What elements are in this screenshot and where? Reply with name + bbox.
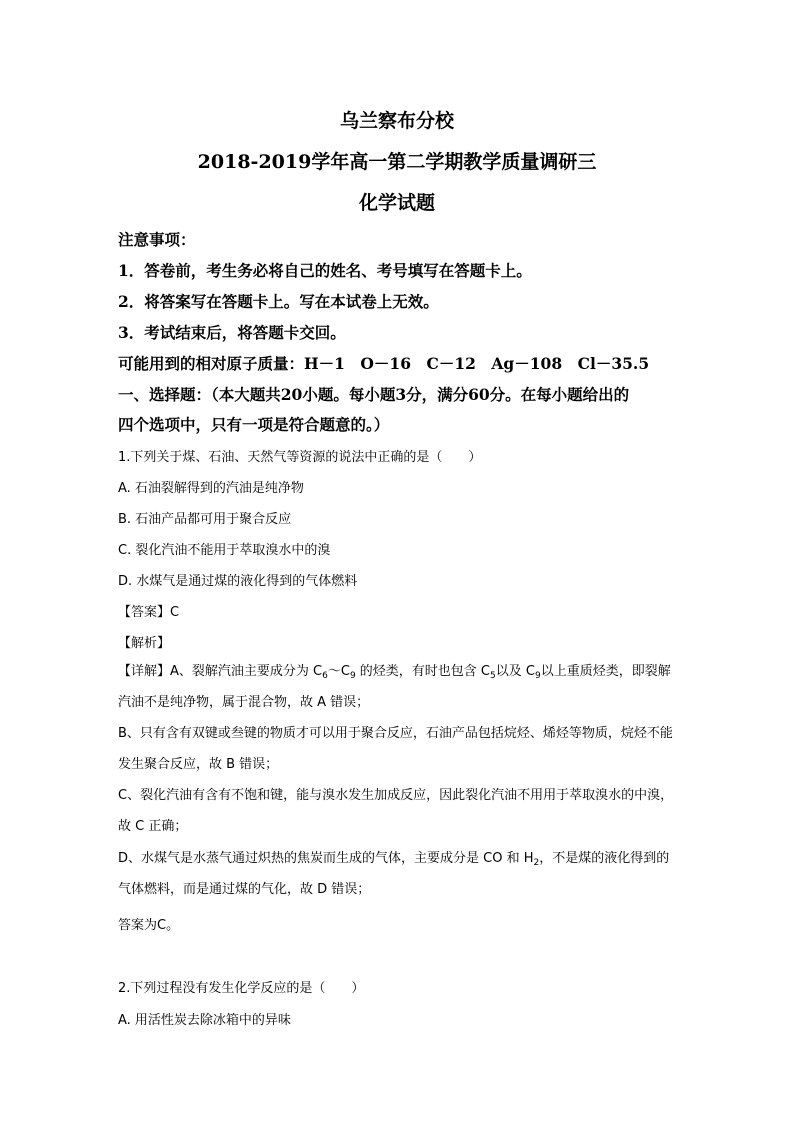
question-2-stem: 2.下列过程没有发生化学反应的是（ ） (118, 981, 365, 996)
analysis-a-text: 以上重质烃类，即裂解汽油不是纯净物，属于混合物，故 A 错误； (118, 664, 671, 710)
atomic-mass-line: 可能用到的相对原子质量：H－1 O－16 C－12 Ag－108 Cl－35.5 (118, 354, 650, 373)
analysis-a-text: 的烃类，有时也包含 C (355, 664, 491, 679)
analysis-c: C、裂化汽油有含有不饱和键，能与溴水发生加成反应，因此裂化汽油不用用于萃取溴水的中溴，故 C 正确； (118, 788, 674, 834)
analysis-a (118, 656, 678, 718)
analysis-a-text: 以及 C (495, 664, 535, 679)
answer-line (118, 601, 179, 620)
answer-value: C (170, 605, 180, 620)
answer-tag: 【答案】 (118, 605, 171, 620)
subject-title: 化学试题 (358, 192, 435, 214)
detail-tag: 【详解】 (118, 664, 171, 679)
section-heading-cont: 四个选项中，只有一项是符合题意的。） (118, 415, 390, 434)
question-1-option-c: C. 裂化汽油不能用于萃取溴水中的溴 (118, 543, 331, 558)
subscript: 2 (533, 858, 540, 868)
analysis-a-text: ～C (327, 664, 350, 679)
section-heading: 一、选择题：（本大题共20小题。每小题3分，满分60分。在每小题给出的 (118, 385, 630, 404)
subscript: 6 (322, 671, 328, 681)
analysis-a-text: A、裂解汽油主要成分为 C (170, 664, 323, 679)
notice-item: 3．考试结束后，将答题卡交回。 (118, 323, 346, 342)
question-1-option-b: B. 石油产品都可用于聚合反应 (118, 512, 292, 527)
analysis-d (118, 843, 678, 905)
analysis-d-text: D、水煤气是水蒸气通过炽热的焦炭而生成的气体，主要成分是 CO 和 H (118, 851, 534, 866)
notice-item: 1．答卷前，考生务必将自己的姓名、考号填写在答题卡上。 (118, 261, 532, 280)
question-2-option-a: A. 用活性炭去除冰箱中的异味 (118, 1013, 291, 1028)
school-title: 乌兰察布分校 (339, 110, 454, 132)
notice-heading: 注意事项： (118, 230, 196, 249)
question-1-option-a: A. 石油裂解得到的汽油是纯净物 (118, 481, 304, 496)
subscript: 5 (490, 671, 496, 681)
exam-title: 2018-2019学年高一第二学期教学质量调研三 (197, 151, 597, 173)
analysis-d-text: ，不是煤的液化得到的气体燃料，而是通过煤的气化，故 D 错误； (118, 851, 670, 897)
subscript: 9 (534, 671, 541, 681)
conclusion: 答案为C。 (118, 918, 180, 933)
subscript: 9 (349, 671, 356, 681)
notice-item: 2．将答案写在答题卡上。写在本试卷上无效。 (118, 292, 439, 311)
question-1-option-d: D. 水煤气是通过煤的液化得到的气体燃料 (118, 574, 358, 589)
question-1-stem: 1.下列关于煤、石油、天然气等资源的说法中正确的是（ ） (118, 450, 482, 465)
analysis-b: B、只有含有双键或叁键的物质才可以用于聚合反应，石油产品包括烷烃、烯烃等物质，烷烃不能发生聚合反应，故 B 错误； (118, 726, 673, 772)
analysis-tag: 【解析】 (118, 636, 171, 651)
